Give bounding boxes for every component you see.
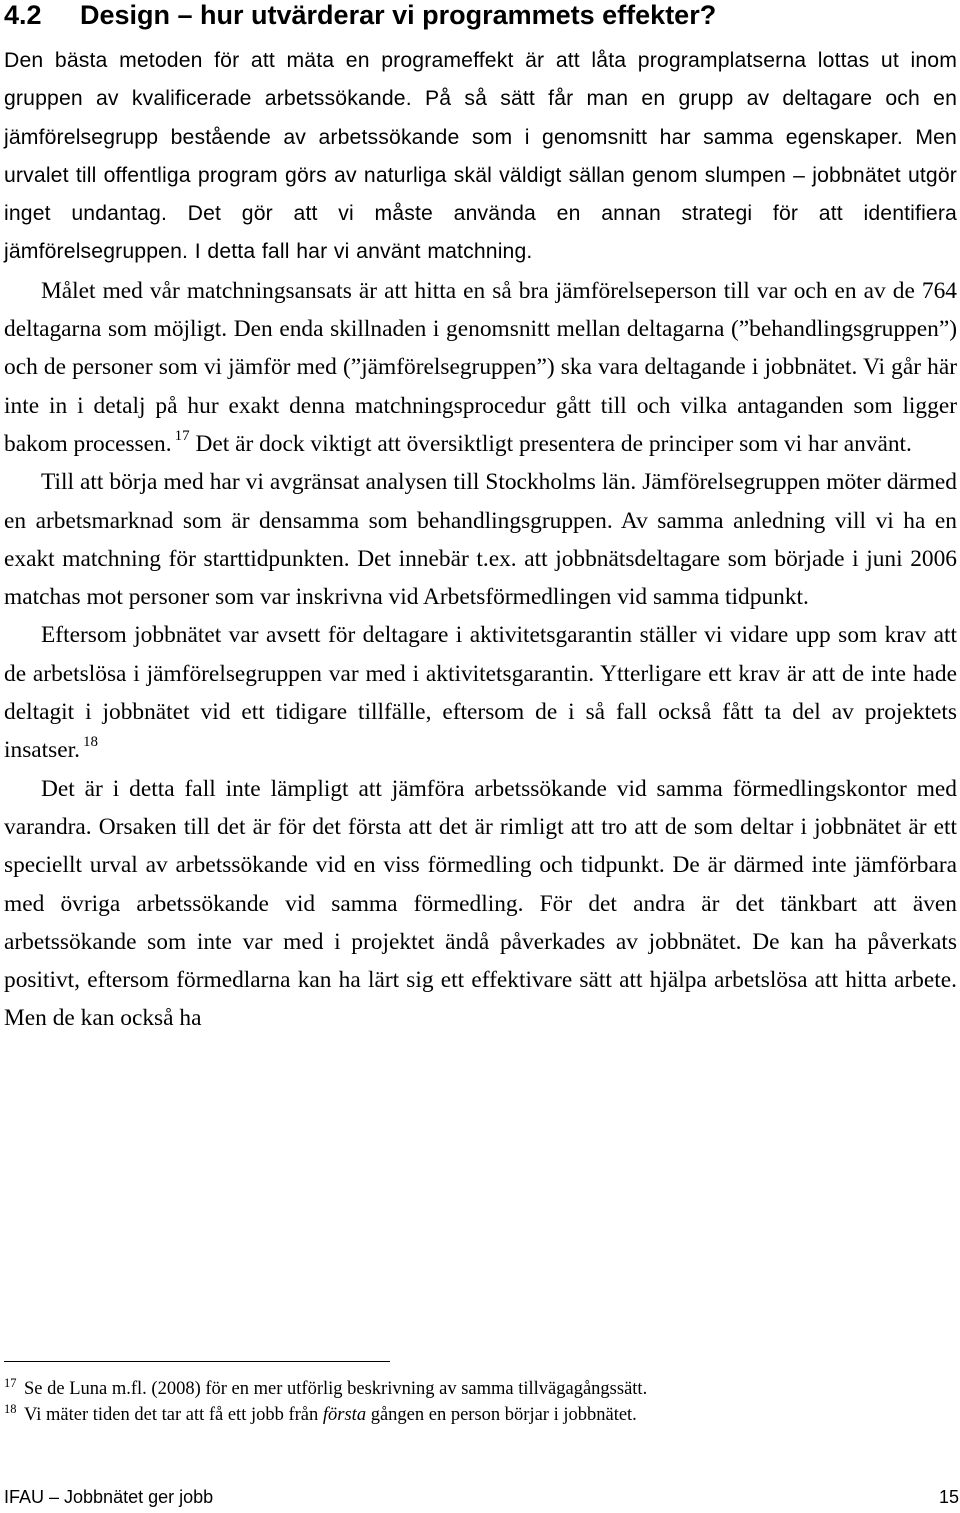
footnotes [4, 1376, 954, 1428]
paragraph-1: Den bästa metoden för att mäta en programeffekt är att låta programplatserna lottas ut inom gruppen av kvalificerade arbetssökande. På så sätt får man en grupp av deltagare och en jämförelsegrupp bestående av arbetssökande som i genomsnitt har samma egenskaper. Men urvalet till offentliga program görs av naturliga skäl väldigt sällan genom slumpen – jobbnätet utgör inget undantag. Det gör att vi måste använda en annan strategi för att identifiera jämförelsegruppen. I detta fall har vi använt matchning. [4, 49, 957, 264]
footnote-text: Se de Luna m.fl. (2008) för en mer utförlig beskrivning av samma tillvägagångssätt. [24, 1379, 648, 1399]
footnote-18: 18 Vi mäter tiden det tar att få ett jobb från första gången en person börjar i jobbnätet. [4, 1402, 637, 1425]
paragraph-3: Till att börja med har vi avgränsat analysen till Stockholms län. Jämförelsegruppen möter därmed en arbetsmarknad som är densamma som behandlingsgruppen. Av samma anledning vill vi ha en exakt matchning för starttidpunkten. Det innebär t.ex. att jobbnätsdeltagare som började i juni 2006 matchas mot personer som var inskrivna vid Arbetsförmedlingen vid samma tidpunkt. [4, 469, 957, 611]
footnote-italic-text: första [322, 1405, 367, 1425]
paragraph-2 [4, 272, 957, 463]
section-heading [4, 0, 957, 30]
paragraph-4-text: Eftersom jobbnätet var avsett för deltagare i aktivitetsgarantin ställer vi vidare upp som krav att de arbetslösa i jämförelsegruppen var med i aktivitetsgarantin. Ytterligare ett krav är att de inte hade deltagit i jobbnätet vid ett tidigare tillfälle, eftersom de i så fall också fått ta del av projektets insatser. [4, 622, 957, 764]
paragraph-5: Det är i detta fall inte lämpligt att jämföra arbetssökande vid samma förmedlingskontor med varandra. Orsaken till det är för det första att det är rimligt att tro att de som deltar i jobbnätet är ett speciellt urval av arbetssökande vid en viss förmedling och tidpunkt. De är därmed inte jämförbara med övriga arbetssökande vid samma förmedling. För det andra är det tänkbart att även arbetssökande som inte var med i projektet ändå påverkades av jobbnätet. De kan ha påverkats positivt, eftersom förmedlarna kan ha lärt sig ett effektivare sätt att hjälpa arbetslösa att hitta arbete. Men de kan också ha [4, 775, 957, 1032]
paragraph-2-text-after: Det är dock viktigt att översiktligt presentera de principer som vi har använt. [195, 430, 912, 457]
paragraph-2-text: Målet med vår matchningsansats är att hitta en så bra jämförelseperson till var och en av de 764 deltagarna som möjligt. Den enda skillnaden i genomsnitt mellan deltagarna (”behandlingsgruppen”) och de personer som vi jämför med (”jämförelsegruppen”) ska vara deltagande i jobbnätet. Vi går här inte in i detalj på hur exakt denna matchningsprocedur gått till och vilka antaganden som ligger bakom processen. [4, 277, 957, 457]
document-page [4, 0, 957, 1038]
footnote-separator [4, 1361, 390, 1362]
paragraph-4 [4, 616, 957, 769]
footnote-text-after: gången en person börjar i jobbnätet. [366, 1405, 637, 1425]
footnote-ref-17[interactable]: 17 [174, 427, 190, 444]
footnote-17: 17 Se de Luna m.fl. (2008) för en mer utförlig beskrivning av samma tillvägagångssätt. [4, 1376, 648, 1399]
section-title: Design – hur utvärderar vi programmets effekter? [80, 0, 717, 30]
section-number: 4.2 [4, 0, 42, 30]
footnote-text: Vi mäter tiden det tar att få ett jobb från [24, 1405, 323, 1425]
page-number: 15 [938, 1487, 959, 1507]
footer-publication: IFAU – Jobbnätet ger jobb [4, 1487, 214, 1507]
page-footer [4, 1486, 959, 1508]
footnote-ref-18[interactable]: 18 [83, 734, 99, 751]
